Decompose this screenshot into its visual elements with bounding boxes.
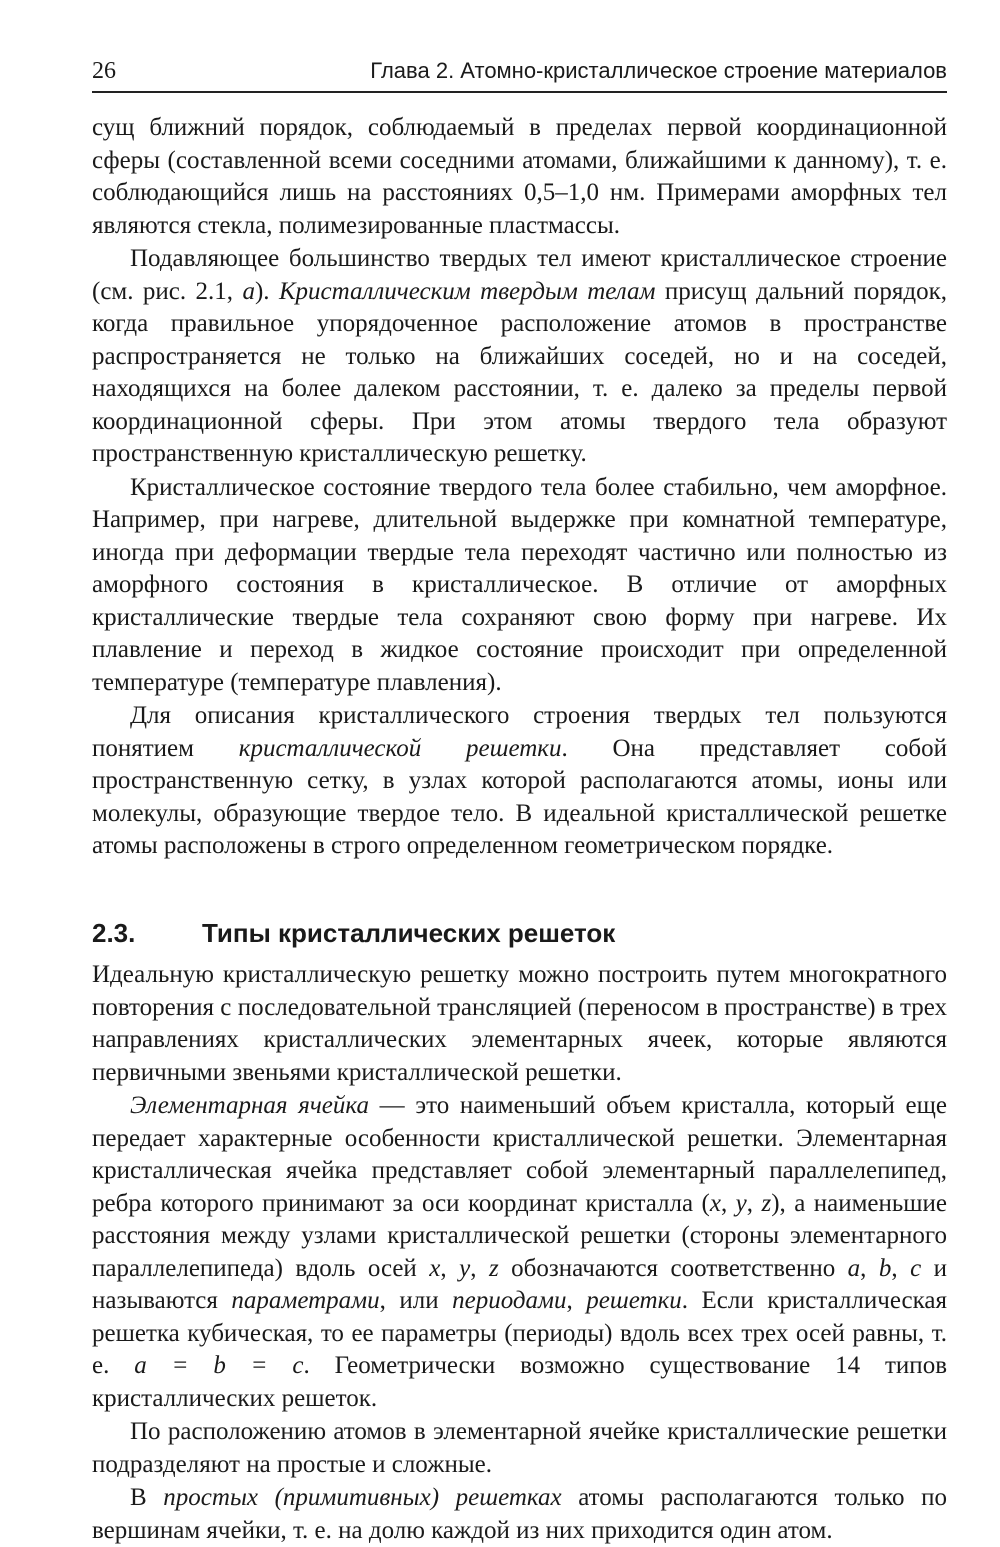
paragraph-3: Кристаллическое состояние твердого тела более стабильно, чем аморфное. Например, при нагреве, длительной выдержке при комнатной температуре, иногда при деформации твердые тела переходят частично или полностью из аморфного состояния в кристаллическое. В отличие от аморфных кристаллические твердые тела сохраняют свою форму при нагреве. Их плавление и переход в жидкое состояние происходит при определенной температуре (температуре плавления).	[92, 473, 947, 696]
figure-letter: а	[242, 277, 255, 305]
paragraph-5: Идеальную кристаллическую решетку можно построить путем многократного повторения с последовательной трансляцией (переносом в пространстве) в трех направлениях кристаллических элементарных ячеек, которые являются первичными звеньями кристаллической решетки.	[92, 961, 947, 1086]
paragraph-7: По расположению атомов в элементарной ячейке кристаллические решетки подразделяют на простые и сложные.	[92, 1418, 947, 1478]
term-parameters: параметрами	[231, 1287, 380, 1314]
paragraph-4: Для описания кристаллического строения твердых тел пользуются понятием кристаллической решетки. Она представляет собой пространственную сетку, в узлах которой располагаются атомы, ионы или молекулы, образующие твердое тело. В идеальной кристаллической решетке атомы расположены в строго определенном геометрическом порядке.	[92, 702, 948, 859]
term-periods: периодами	[452, 1287, 567, 1314]
paragraph-1: сущ ближний порядок, соблюдаемый в пределах первой координационной сферы (составленной всеми соседними атомами, ближайшими к данному), т. е. соблюдающийся лишь на расстояниях 0,5–1,0 нм. Примерами аморфных тел являются стекла, полимезированные пластмассы.	[92, 114, 947, 239]
section-number: 2.3.	[92, 917, 136, 948]
page-body	[92, 112, 947, 1547]
term-crystal-lattice: кристаллической решетки	[238, 734, 562, 762]
section-title: Типы кристаллических решеток	[202, 917, 616, 948]
term-lattice: решетки	[586, 1287, 682, 1314]
paragraph-2: Подавляющее большинство твердых тел имеют кристаллическое строение (см. рис. 2.1, а). Кристаллическим твердым телам присущ дальний порядок, когда правильное упорядоченное расположение атомов в пространстве распространяется не только на ближайших соседей, но и на соседей, находящихся на более далеком расстоянии, т. е. далеко за пределы первой координационной сферы. При этом атомы твердого тела образуют пространственную кристаллическую решетку.	[92, 245, 947, 467]
term-simple-lattices: простых (примитивных) решетках	[163, 1484, 562, 1511]
page-number: 26	[92, 58, 116, 84]
paragraph-6: Элементарная ячейка — это наименьший объем кристалла, который еще передает характерные особенности кристаллической решетки. Элементарная кристаллическая ячейка представляет собой элементарный параллелепипед, ребра которого принимают за оси координат кристалла (x, y, z), а наименьшие расстояния между узлами кристаллической решетки (стороны элементарного параллелепипеда) вдоль осей x, y, z обозначаются соответственно a, b, c и называются параметрами, или периодами, решетки. Если кристаллическая решетка кубическая, то ее параметры (периоды) вдоль всех трех осей равны, т. е. a = b = c. Геометрически возможно существование 14 типов кристаллических решеток.	[92, 1092, 948, 1412]
paragraph-8: В простых (примитивных) решетках атомы располагаются только по вершинам ячейки, т. е. на долю каждой из них приходится один атом.	[92, 1484, 947, 1544]
running-header	[92, 58, 947, 93]
term-unit-cell: Элементарная ячейка	[130, 1092, 369, 1119]
equation: a = b = c	[134, 1352, 304, 1379]
chapter-title: Глава 2. Атомно-кристаллическое строение материалов	[370, 58, 947, 83]
section-heading	[92, 917, 947, 950]
term-crystalline-solids: Кристаллическим твердым телам	[278, 277, 656, 305]
